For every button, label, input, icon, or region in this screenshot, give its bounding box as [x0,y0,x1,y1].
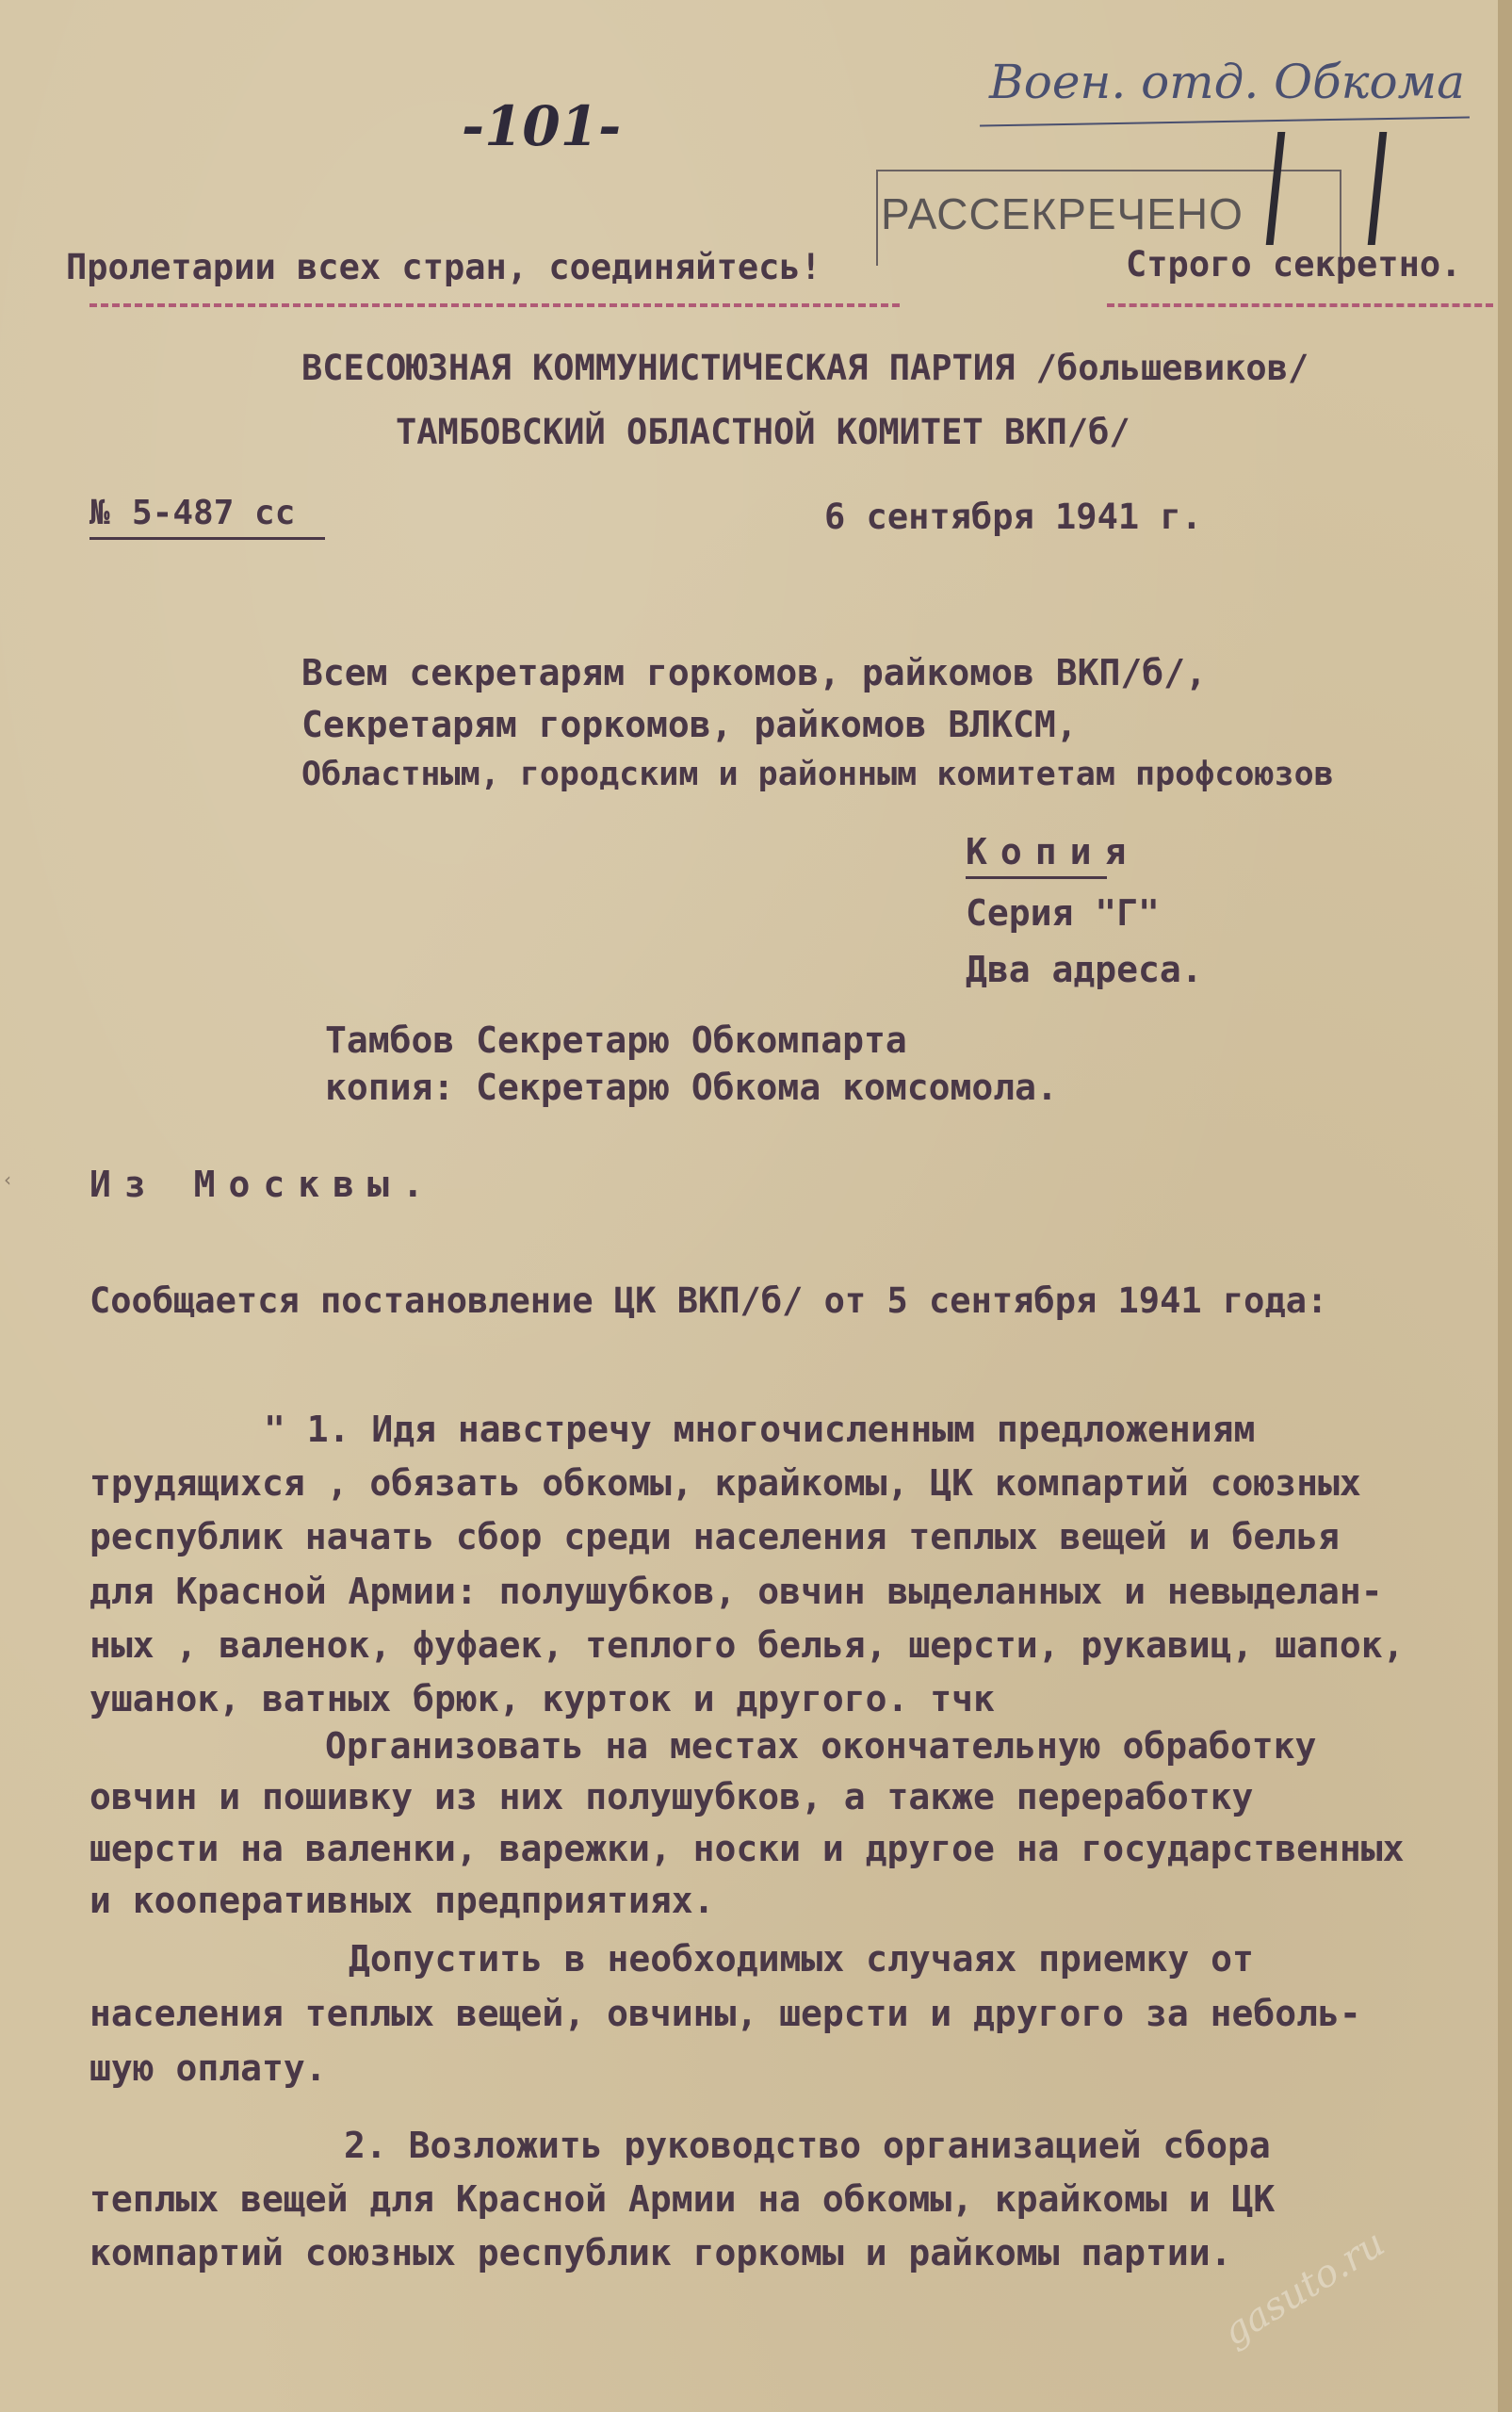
body-line: шую оплату. [89,2047,327,2089]
from-line: Из Москвы. [89,1164,437,1205]
body-line: теплых вещей для Красной Армии на обкомы, крайкомы и ЦК [89,2178,1276,2220]
body-line: Допустить в необходимых случаях приемку от [349,1938,1254,1980]
addressee-line: Секретарям горкомов, райкомов ВЛКСМ, [301,704,1078,745]
document-date: 6 сентября 1941 г. [824,497,1202,537]
declassification-stamp: РАССЕКРЕЧЕНО [881,189,1244,238]
page-edge [1498,0,1512,2412]
party-name: ВСЕСОЮЗНАЯ КОММУНИСТИЧЕСКАЯ ПАРТИЯ /большевиков/ [301,348,1309,388]
recipient-line: копия: Секретарю Обкома комсомола. [325,1067,1058,1108]
body-line: населения теплых вещей, овчины, шерсти и другого за неболь- [89,1993,1361,2034]
addressee-line: Областным, городским и районным комитетам профсоюзов [301,756,1334,793]
body-line: и кооперативных предприятиях. [89,1880,715,1921]
intro-line: Сообщается постановление ЦК ВКП/б/ от 5 сентября 1941 года: [89,1280,1328,1321]
classification-underline [1107,303,1493,307]
addresses-count: Два адреса. [966,949,1203,990]
addressee-line: Всем секретарям горкомов, райкомов ВКП/б/, [301,652,1207,693]
handwritten-note: Воен. отд. Обкома [989,55,1465,109]
margin-mark: ‹ [4,1168,11,1191]
body-line: шерсти на валенки, варежки, носки и другое на государственных [89,1828,1405,1869]
body-line: ушанок, ватных брюк, курток и другого. тчк [89,1678,995,1719]
body-line: республик начать сбор среди населения теплых вещей и белья [89,1516,1340,1557]
body-line: 2. Возложить руководство организацией сбора [344,2125,1271,2166]
classification: Строго секретно. [1126,244,1462,285]
document-number-prefix: № [89,494,110,532]
series-label: Серия "Г" [966,892,1160,934]
slogan-underline [89,303,900,307]
copy-underline [966,876,1107,879]
site-watermark: gasuto.ru [1215,2221,1392,2355]
body-line: компартий союзных республик горкомы и райкомы партии. [89,2232,1232,2273]
handwritten-page-number: -101- [462,94,622,158]
document-number-underline [89,537,325,540]
body-line: ных , валенок, фуфаек, теплого белья, шерсти, рукавиц, шапок, [89,1624,1405,1666]
copy-label: Копия [966,831,1140,872]
body-line: трудящихся , обязать обкомы, крайкомы, ЦК компартий союзных [89,1462,1361,1504]
body-line: " 1. Идя навстречу многочисленным предложениям [264,1409,1256,1450]
stamp-signature [1266,132,1388,245]
document-number: 5-487 сс [132,494,296,532]
body-line: овчин и пошивку из них полушубков, а также переработку [89,1776,1254,1817]
slogan: Пролетарии всех стран, соединяйтесь! [66,247,821,287]
handwritten-note-underline [980,116,1470,126]
body-line: Организовать на местах окончательную обработку [325,1725,1317,1767]
recipient-line: Тамбов Секретарю Обкомпарта [325,1019,907,1061]
body-line: для Красной Армии: полушубков, овчин выделанных и невыделан- [89,1571,1383,1612]
committee-name: ТАМБОВСКИЙ ОБЛАСТНОЙ КОМИТЕТ ВКП/б/ [396,412,1130,452]
